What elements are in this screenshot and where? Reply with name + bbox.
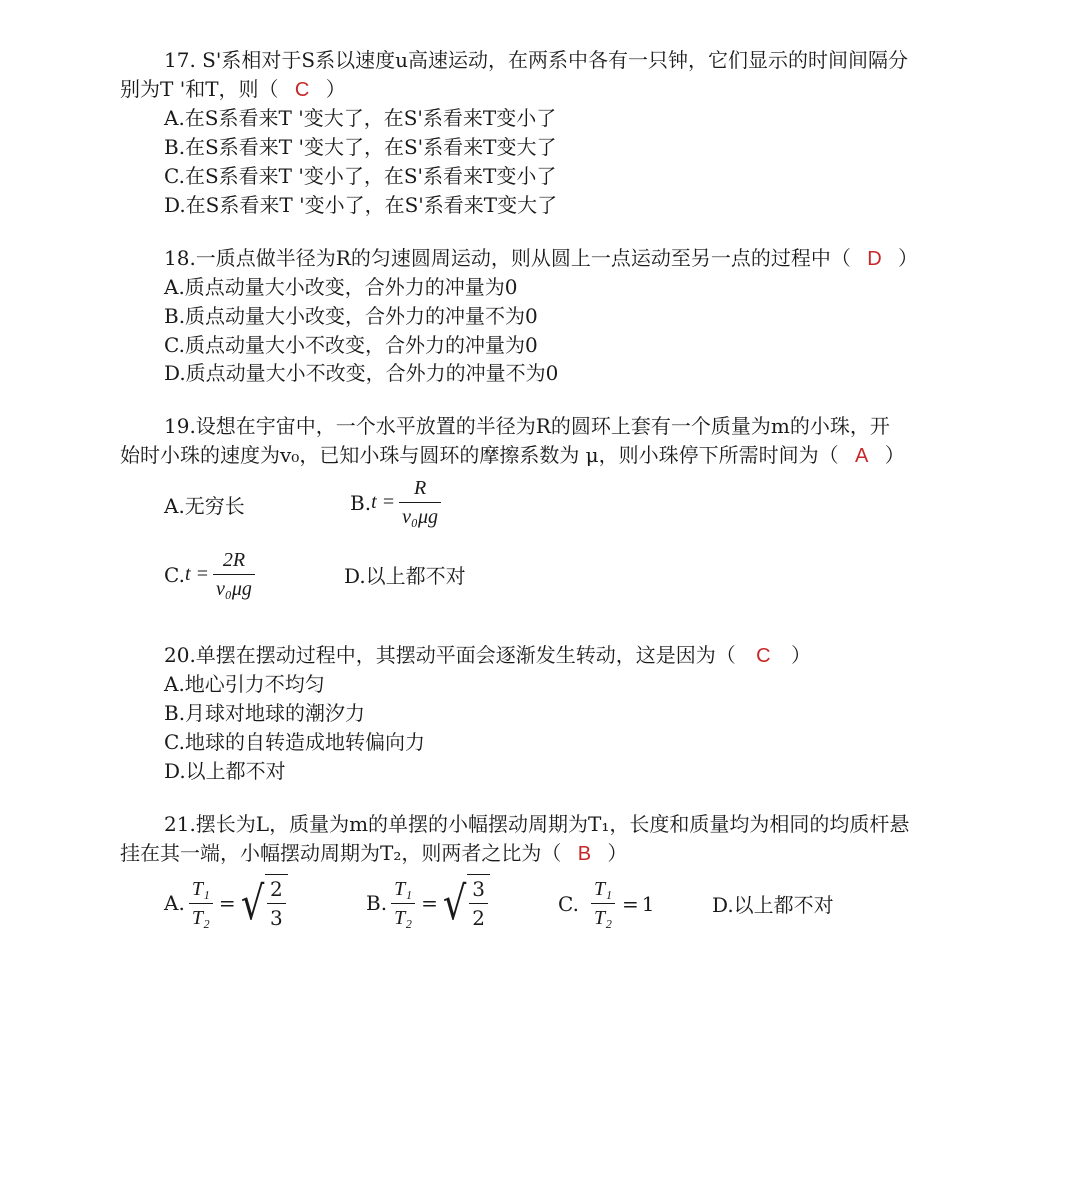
q21-option-c-label: C. xyxy=(558,891,579,916)
q21-stem-line2 xyxy=(120,838,627,869)
q20-stem-prefix: 20.单摆在摆动过程中，其摆动平面会逐渐发生转动，这是因为（ xyxy=(164,643,736,667)
q20-stem-suffix: ） xyxy=(790,643,811,667)
q21-option-c-ratio-num: T₁ xyxy=(593,878,613,900)
q20-option-a: A.地心引力不均匀 xyxy=(164,672,325,696)
q21-option-a-ratio-num: T₁ xyxy=(191,877,210,900)
q21-option-b-ratio-num: T₁ xyxy=(394,877,413,900)
q17-stem-suffix: ） xyxy=(325,77,346,101)
q21-option-c xyxy=(558,875,655,932)
q17-answer: C xyxy=(294,79,310,101)
q21-option-c-value: 1 xyxy=(641,891,655,916)
q19-option-c-fraction xyxy=(213,546,255,603)
q21-option-a xyxy=(164,873,288,933)
q19-stem-suffix: ） xyxy=(884,443,905,467)
q21-option-b-eq: = xyxy=(421,891,438,915)
q19-stem-prefix: 始时小珠的速度为v₀，已知小珠与圆环的摩擦系数为 μ，则小珠停下所需时间为（ xyxy=(120,443,839,467)
q21-option-b-ratio xyxy=(391,875,415,932)
q19-option-b-label: B. xyxy=(350,490,372,515)
q19-option-b-numerator: R xyxy=(413,477,427,499)
q21-option-a-ratio-den: T₂ xyxy=(191,906,210,929)
q17-stem-line2 xyxy=(120,74,346,105)
radicand xyxy=(467,874,490,932)
q21-option-b xyxy=(366,873,490,933)
q21-option-c-eq: = xyxy=(622,891,639,916)
q18-option-b: B.质点动量大小改变，合外力的冲量不为0 xyxy=(164,304,538,328)
q17-option-d: D.在S系看来T '变小了，在S'系看来T变大了 xyxy=(164,193,558,217)
q21-option-a-radicand-den: 3 xyxy=(269,906,283,930)
q21-option-a-label: A. xyxy=(164,891,185,915)
q21-answer: B xyxy=(577,843,592,865)
q21-option-b-ratio-den: T₂ xyxy=(394,906,413,929)
q21-option-b-radicand-fraction xyxy=(469,875,488,932)
q19-option-b-var: t = xyxy=(371,491,396,513)
q20-option-c: C.地球的自转造成地转偏向力 xyxy=(164,730,425,754)
q19-stem-line1: 19.设想在宇宙中，一个水平放置的半径为R的圆环上套有一个质量为m的小珠，开 xyxy=(164,414,890,438)
q20-option-d: D.以上都不对 xyxy=(164,759,286,783)
q21-option-b-label: B. xyxy=(366,891,388,915)
q21-stem-prefix: 挂在其一端，小幅摆动周期为T₂，则两者之比为（ xyxy=(120,841,562,865)
q20-stem-line1 xyxy=(164,640,811,671)
q18-answer: D xyxy=(867,248,882,270)
q21-option-b-radicand-num: 3 xyxy=(472,877,485,901)
q19-option-c-numerator: 2R xyxy=(222,549,246,571)
q17-stem-line1: 17. S'系相对于S系以速度u高速运动，在两系中各有一只钟，它们显示的时间间隔分 xyxy=(164,48,908,72)
sqrt-icon xyxy=(440,873,490,933)
q19-option-b xyxy=(350,474,445,531)
sqrt-icon xyxy=(238,873,288,933)
q20-answer: C xyxy=(756,645,771,667)
q21-stem-suffix: ） xyxy=(607,841,628,865)
q17-option-b: B.在S系看来T '变大了，在S'系看来T变大了 xyxy=(164,135,557,159)
q19-option-c-denominator: v₀μg xyxy=(216,578,252,600)
radical-sign: √ xyxy=(442,876,467,930)
q20-option-b: B.月球对地球的潮汐力 xyxy=(164,701,366,725)
q19-answer: A xyxy=(855,445,869,467)
radicand xyxy=(265,874,288,932)
q21-stem-line1: 21.摆长为L，质量为m的单摆的小幅摆动周期为T₁，长度和质量均为相同的均质杆悬 xyxy=(164,812,910,836)
q18-option-c: C.质点动量大小不改变，合外力的冲量为0 xyxy=(164,333,538,357)
q17-option-a: A.在S系看来T '变大了，在S'系看来T变小了 xyxy=(164,106,557,130)
q19-option-b-denominator: v₀μg xyxy=(402,506,438,528)
q21-option-c-ratio-den: T₂ xyxy=(593,907,613,929)
q19-option-b-fraction xyxy=(399,474,441,531)
q21-option-a-ratio xyxy=(189,875,213,932)
q18-stem-line1 xyxy=(164,243,918,274)
q19-option-c-label: C. xyxy=(164,562,185,587)
q18-stem-prefix: 18.一质点做半径为R的匀速圆周运动，则从圆上一点运动至另一点的过程中（ xyxy=(164,246,851,270)
q19-stem-line2 xyxy=(120,440,905,471)
q19-option-c-var: t = xyxy=(184,563,210,585)
q19-option-d: D.以上都不对 xyxy=(344,564,466,588)
q18-option-d: D.质点动量大小不改变，合外力的冲量不为0 xyxy=(164,361,559,385)
q19-option-c xyxy=(164,546,259,603)
q21-option-b-radicand-den: 2 xyxy=(472,906,485,930)
q21-option-a-radicand-fraction xyxy=(267,875,286,932)
q21-option-a-radicand-num: 2 xyxy=(269,877,283,901)
q17-option-c: C.在S系看来T '变小了，在S'系看来T变小了 xyxy=(164,164,557,188)
q18-option-a: A.质点动量大小改变，合外力的冲量为0 xyxy=(164,275,518,299)
q19-option-a: A.无穷长 xyxy=(164,494,245,518)
q21-option-c-ratio xyxy=(591,875,615,932)
q21-option-a-eq: = xyxy=(218,891,236,915)
q18-stem-suffix: ） xyxy=(898,246,919,270)
q17-stem-prefix: 别为T '和T，则（ xyxy=(120,77,279,101)
radical-sign: √ xyxy=(240,876,265,930)
q21-option-d: D.以上都不对 xyxy=(712,893,834,917)
